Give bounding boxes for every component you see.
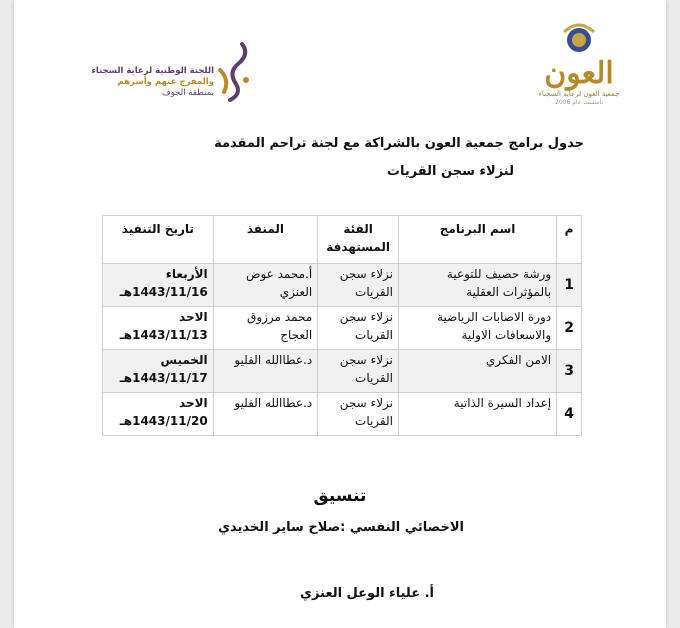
- row-executor: محمد مرزوق العجاج: [213, 307, 318, 350]
- header-program: اسم البرنامج: [399, 216, 557, 264]
- header-target: الفئة المستهدفة: [318, 216, 399, 264]
- row-program: ورشة حصيف للتوعية بالمؤثرات العقلية: [399, 264, 557, 307]
- tarahum-logo: [84, 40, 264, 110]
- tarahum-text: [84, 66, 214, 99]
- row-target: نزلاء سجن القريات: [318, 350, 399, 393]
- programs-table: [102, 215, 582, 436]
- table-row: [103, 307, 582, 350]
- document-subtitle-text: لنزلاء سجن القريات: [386, 164, 514, 179]
- row-target: نزلاء سجن القريات: [318, 393, 399, 436]
- row-num: 2: [557, 307, 582, 350]
- table-row: [103, 350, 582, 393]
- tarahum-mark-icon: [212, 40, 256, 104]
- document-title: جدول برامج جمعية العون بالشراكة مع لجنة تراحم المقدمة: [214, 136, 584, 151]
- alawn-brand-text: العون: [544, 56, 614, 91]
- document-subtitle: [164, 164, 584, 179]
- row-num: 3: [557, 350, 582, 393]
- row-date: 1443/11/16هـ: [119, 285, 208, 299]
- row-program: دورة الاصابات الرياضية والاسعافات الاولية: [399, 307, 557, 350]
- row-num: 1: [557, 264, 582, 307]
- row-target: نزلاء سجن القريات: [318, 264, 399, 307]
- row-date: 1443/11/17هـ: [119, 371, 208, 385]
- tarahum-line-3: بمنطقة الجوف: [161, 88, 214, 98]
- table-row: [103, 393, 582, 436]
- header-num: م: [557, 216, 582, 264]
- row-date-cell: [103, 393, 214, 436]
- signature-name: أ. علياء الوعل العنزي: [300, 586, 434, 601]
- row-executor: أ.محمد عوض العنزي: [213, 264, 318, 307]
- row-date-cell: [103, 264, 214, 307]
- row-date: 1443/11/20هـ: [119, 414, 208, 428]
- coordinator-name: الاخصائي النفسي :صلاح ساير الخديدي: [218, 520, 464, 535]
- tarahum-line-1: اللجنة الوطنية لرعاية السجناء: [91, 66, 214, 76]
- alawn-emblem-icon: [558, 22, 600, 58]
- row-day: الخميس: [160, 353, 208, 367]
- row-num: 4: [557, 393, 582, 436]
- row-date-cell: [103, 307, 214, 350]
- alawn-subtitle: جمعية العون لرعاية السجناء: [538, 90, 620, 98]
- tarahum-line-2: والمفرج عنهم وأسرهم: [117, 77, 214, 87]
- row-day: الأربعاء: [165, 267, 208, 281]
- row-program: إعداد السيرة الذاتية: [399, 393, 557, 436]
- alawn-logo: [534, 22, 624, 127]
- header-executor: المنفذ: [213, 216, 318, 264]
- row-program: الامن الفكري: [399, 350, 557, 393]
- document-page: [14, 0, 666, 628]
- header-date: تاريخ التنفيذ: [103, 216, 214, 264]
- row-executor: د.عطاالله الفليو: [213, 393, 318, 436]
- row-target: نزلاء سجن القريات: [318, 307, 399, 350]
- row-day: الاحد: [179, 396, 208, 410]
- row-executor: د.عطاالله الفليو: [213, 350, 318, 393]
- row-day: الاحد: [179, 310, 208, 324]
- row-date: 1443/11/13هـ: [119, 328, 208, 342]
- table-row: [103, 264, 582, 307]
- alawn-established: تأسست عام 2006: [555, 99, 603, 106]
- coordination-heading: تنسيق: [313, 486, 367, 506]
- table-header-row: [103, 216, 582, 264]
- row-date-cell: [103, 350, 214, 393]
